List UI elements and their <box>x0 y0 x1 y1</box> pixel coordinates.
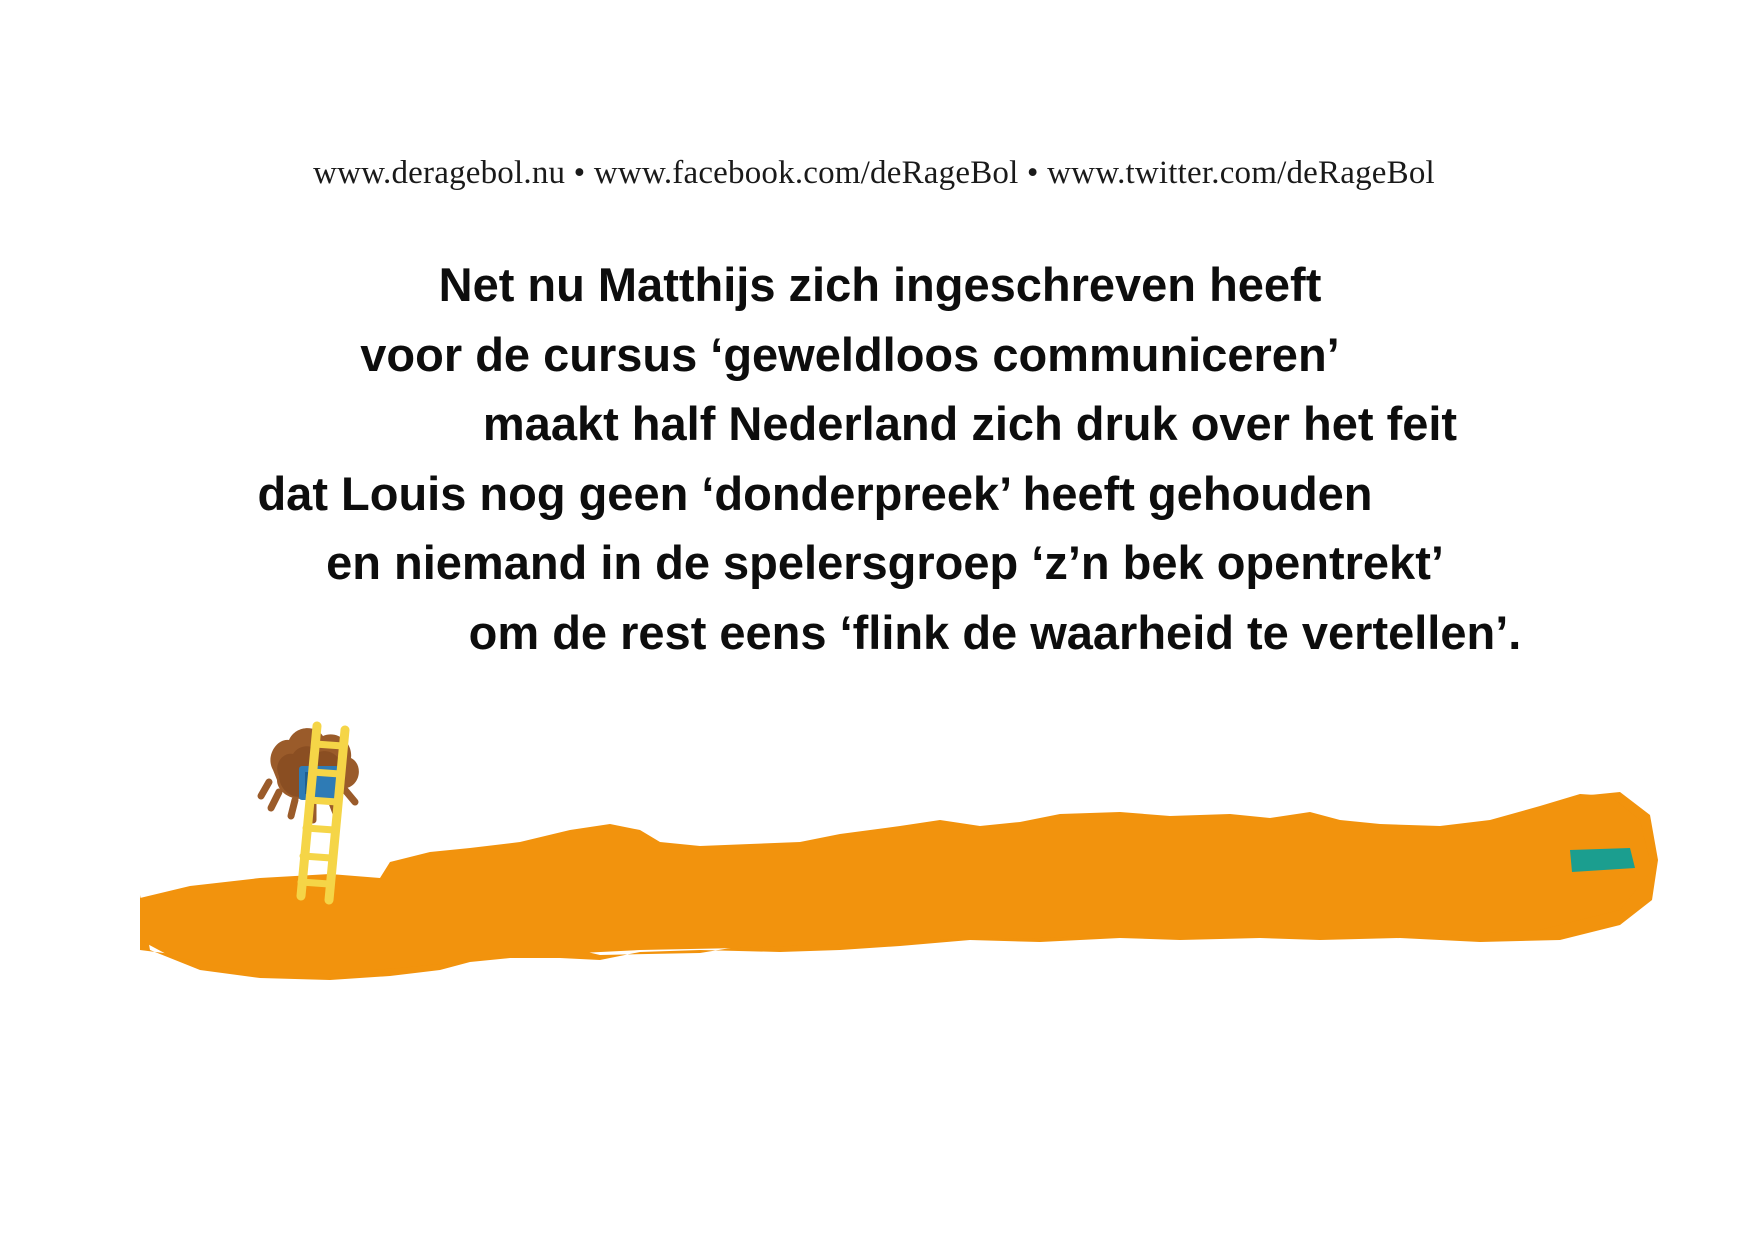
poem-line-3: maakt half Nederland zich druk over het feit <box>482 397 1458 451</box>
poem-line-2: voor de cursus ‘geweldloos communiceren’ <box>360 327 1340 381</box>
poem-block <box>120 250 1640 667</box>
ladder-figure <box>255 710 395 910</box>
poem-line-5: en niemand in de spelersgroep ‘z’n bek opentrekt’ <box>326 536 1444 590</box>
credits-line: www.deragebol.nu • www.facebook.com/deRageBol • www.twitter.com/deRageBol <box>313 155 1435 191</box>
poem-line-1: Net nu Matthijs zich ingeschreven heeft <box>438 258 1322 311</box>
poem-line-6: om de rest eens ‘flink de waarheid te vertellen’. <box>468 605 1522 659</box>
illustration <box>0 740 1748 1240</box>
poem-line-4: dat Louis nog geen ‘donderpreek’ heeft gehouden <box>257 466 1373 520</box>
